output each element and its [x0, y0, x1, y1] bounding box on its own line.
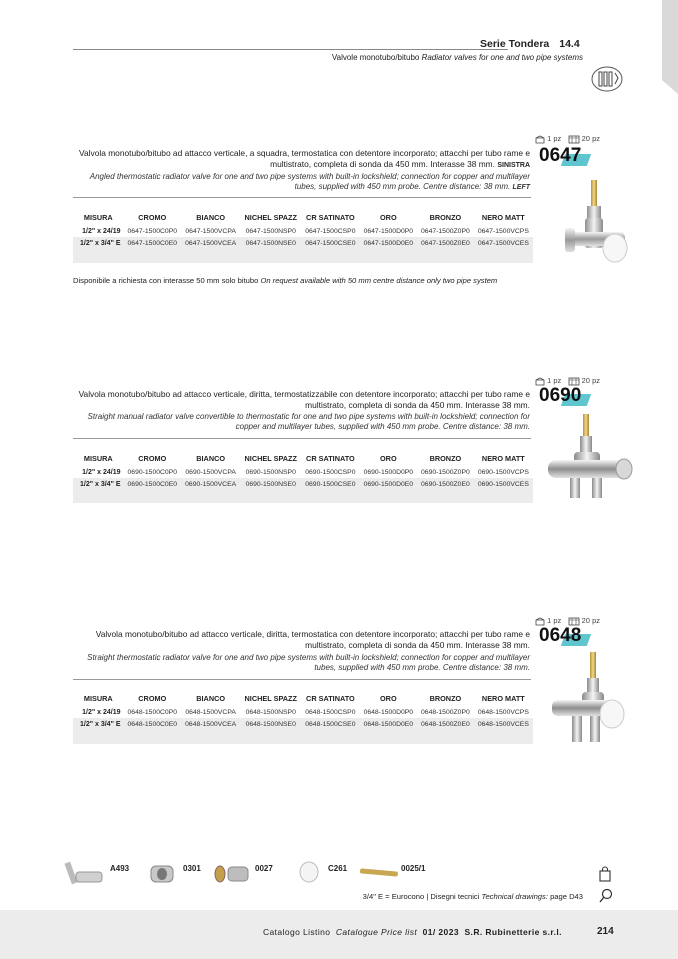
code-cell: 0690-1500C0E0 [124, 478, 182, 490]
spacer-cell [73, 490, 533, 503]
code-cell: 0647-1500VCES [474, 237, 533, 249]
footnote-en: Technical drawings: [481, 892, 548, 901]
description-it: Valvola monotubo/bitubo ad attacco verticale, diritta, termostatica con detentore incorporato; attacchi per tubo rame e multistrato, completa di sonda da 450 mm. Interasse 38 mm. [95, 629, 530, 650]
code-cell: 0648-1500CSP0 [305, 708, 356, 716]
code-cell: 0647-1500NSP0 [245, 227, 296, 235]
code-cell: 0648-1500C0P0 [127, 708, 178, 716]
table-header-row [73, 691, 533, 706]
page-corner-tab [662, 0, 678, 80]
drawings-note [310, 892, 583, 901]
single-box-icon [535, 135, 545, 144]
code-cell: 0690-1500D0E0 [360, 478, 418, 490]
pack-single: 1 pz [547, 134, 562, 143]
col-header: BIANCO [196, 213, 226, 222]
footer-date: 01/ 2023 [422, 927, 459, 937]
footer-label-en: Catalogue Price list [335, 927, 418, 937]
col-header: CROMO [138, 213, 167, 222]
separator-line [73, 679, 531, 680]
code-cell: 0648-1500VCPS [477, 708, 529, 716]
section-number: 14.4 [559, 38, 580, 50]
col-header: MISURA [83, 213, 113, 222]
code-cell: 0647-1500C0P0 [127, 227, 178, 235]
description-en: Straight manual radiator valve convertible to thermostatic for one and two pipe systems with built-in lockshield; connection for copper and multilayer tubes, supplied with 450 mm probe. Centre distance: 38 mm. [87, 412, 530, 431]
col-header: NICHEL SPAZZ [244, 454, 297, 463]
pack-carton: 20 pz [581, 616, 600, 625]
code-cell: 0648-1500VCEA [181, 718, 240, 730]
description-en: Straight thermostatic radiator valve for one and two pipe systems with built-in lockshield; connection for copper and multilayer tubes, supplied with 450 mm probe. Centre distance: 38 mm. [87, 653, 530, 672]
description-en-text: Angled thermostatic radiator valve for one and two pipe systems with built-in lockshield; connection for copper and multilayer tubes, supplied with 450 mm probe. Centre distance: 38 mm. [89, 172, 530, 191]
code-cell: 0647-1500D0P0 [363, 227, 414, 235]
separator-line [73, 197, 531, 198]
product-code: 0690 [539, 385, 582, 406]
col-header: BRONZO [429, 213, 462, 222]
size-cell: 1/2" x 3/4" E [73, 237, 124, 249]
size-cell: 1/2" x 24/19 [82, 227, 121, 235]
col-header: CR SATINATO [306, 454, 355, 463]
table-header-row [73, 451, 533, 466]
col-header: BIANCO [196, 454, 226, 463]
subtitle-en: Radiator valves for one and two pipe systems [421, 53, 583, 62]
code-cell: 0648-1500Z0P0 [421, 708, 470, 716]
table-spacer-row [73, 249, 533, 263]
col-header: NICHEL SPAZZ [244, 213, 297, 222]
accessory-0025-1-image [358, 866, 400, 880]
product-code: 0647 [539, 145, 582, 166]
accessory-code: A493 [110, 864, 130, 873]
size-cell: 1/2" x 3/4" E [73, 478, 124, 490]
description-it-text: Valvola monotubo/bitubo ad attacco verticale, a squadra, termostatica con detentore incorporato; attacchi per tubo rame e multistrato, completa di sonda da 450 mm. Interasse 38 mm. [79, 148, 530, 169]
series-title [480, 38, 620, 50]
footer-catalogue-info [263, 927, 562, 937]
code-cell: 0647-1500CSP0 [305, 227, 356, 235]
subtitle-it: Valvole monotubo/bitubo [331, 53, 420, 62]
col-header: MISURA [83, 694, 113, 703]
code-cell: 0648-1500D0P0 [363, 708, 414, 716]
accessory-code: 0301 [183, 864, 201, 873]
code-cell: 0648-1500VCES [474, 718, 533, 730]
table-row [73, 478, 533, 490]
code-cell: 0690-1500Z0P0 [421, 468, 470, 476]
table-spacer-row [73, 490, 533, 503]
table-spacer-row [73, 730, 533, 744]
accessory-A493-image [64, 858, 104, 890]
table-row [73, 237, 533, 249]
product-code: 0648 [539, 625, 582, 646]
spacer-cell [73, 730, 533, 744]
code-cell: 0690-1500VCPA [185, 468, 236, 476]
price-table [73, 210, 533, 263]
accessory-code: 0025/1 [401, 864, 426, 873]
footnote-page-link[interactable]: page D43 [550, 892, 583, 901]
accessory-0301-image [148, 862, 176, 886]
code-cell: 0648-1500C0E0 [124, 718, 182, 730]
col-header: ORO [380, 213, 397, 222]
accessory-0027-image [212, 862, 252, 886]
code-cell: 0647-1500VCEA [181, 237, 240, 249]
spacer-cell [73, 249, 533, 263]
note-it: Disponibile a richiesta con interasse 50 mm solo bitubo [73, 276, 259, 285]
code-cell: 0648-1500VCPA [185, 708, 236, 716]
shopping-bag-icon[interactable] [598, 866, 612, 882]
accessory-C261-image [296, 860, 322, 886]
code-cell: 0648-1500NSE0 [240, 718, 301, 730]
header-rule [73, 49, 508, 50]
col-header: ORO [380, 694, 397, 703]
col-header: BIANCO [196, 694, 226, 703]
pack-carton: 20 pz [581, 376, 600, 385]
radiator-icon [590, 64, 624, 94]
description-it: Valvola monotubo/bitubo ad attacco verticale, diritta, termostatizzabile con detentore incorporato; attacchi per tubo rame e multistrato, completa di sonda da 450 mm. Interasse 38 mm. [78, 389, 530, 410]
col-header: NERO MATT [481, 213, 525, 222]
code-cell: 0648-1500CSE0 [301, 718, 359, 730]
pack-single: 1 pz [547, 616, 562, 625]
price-table [73, 691, 533, 744]
table-row [73, 466, 533, 478]
side-label-en: LEFT [512, 184, 530, 191]
code-cell: 0690-1500CSE0 [301, 478, 359, 490]
code-cell: 0647-1500Z0E0 [417, 237, 474, 249]
valve-0690-image [546, 414, 636, 514]
footer-company: S.R. Rubinetterie s.r.l. [464, 927, 562, 937]
size-cell: 1/2" x 24/19 [82, 708, 121, 716]
page-number: 214 [597, 926, 614, 937]
accessory-code: C261 [328, 864, 348, 873]
code-cell: 0690-1500Z0E0 [417, 478, 474, 490]
code-cell: 0647-1500CSE0 [301, 237, 359, 249]
price-table [73, 451, 533, 503]
packaging-info [458, 134, 600, 144]
separator-line [73, 438, 531, 439]
code-cell: 0647-1500D0E0 [360, 237, 418, 249]
pack-single: 1 pz [547, 376, 562, 385]
size-cell: 1/2" x 3/4" E [73, 718, 124, 730]
col-header: ORO [380, 454, 397, 463]
note-en: On request available with 50 mm centre distance only two pipe system [260, 276, 498, 285]
col-header: CR SATINATO [306, 213, 355, 222]
code-cell: 0647-1500C0E0 [124, 237, 182, 249]
code-cell: 0690-1500CSP0 [305, 468, 356, 476]
table-header-row [73, 210, 533, 225]
col-header: CR SATINATO [306, 694, 355, 703]
code-cell: 0690-1500NSP0 [245, 468, 296, 476]
search-icon[interactable] [598, 888, 614, 904]
code-cell: 0648-1500D0E0 [360, 718, 418, 730]
availability-note [73, 276, 497, 285]
col-header: CROMO [138, 694, 167, 703]
code-cell: 0647-1500VCPA [185, 227, 236, 235]
col-header: NERO MATT [481, 454, 525, 463]
code-cell: 0690-1500C0P0 [127, 468, 178, 476]
code-cell: 0647-1500VCPS [477, 227, 529, 235]
table-row [73, 718, 533, 730]
col-header: BRONZO [429, 454, 462, 463]
col-header: NERO MATT [481, 694, 525, 703]
col-header: CROMO [138, 454, 167, 463]
accessory-code: 0027 [255, 864, 273, 873]
footer-label-it: Catalogo Listino [263, 927, 331, 937]
code-cell: 0690-1500VCPS [477, 468, 529, 476]
description-en [73, 172, 530, 193]
section-subtitle [240, 53, 583, 62]
code-cell: 0690-1500VCES [474, 478, 533, 490]
code-cell: 0648-1500Z0E0 [417, 718, 474, 730]
table-row [73, 225, 533, 237]
size-cell: 1/2" x 24/19 [82, 468, 121, 476]
code-cell: 0690-1500D0P0 [363, 468, 414, 476]
footnote-prefix: 3/4" E = Eurocono | Disegni tecnici [362, 892, 480, 901]
series-name: Serie Tondera [480, 38, 550, 50]
code-cell: 0647-1500NSE0 [240, 237, 301, 249]
side-label-it: SINISTRA [497, 161, 530, 169]
carton-box-icon [568, 135, 580, 144]
code-cell: 0648-1500NSP0 [245, 708, 296, 716]
col-header: MISURA [83, 454, 113, 463]
code-cell: 0647-1500Z0P0 [421, 227, 470, 235]
valve-0647-image [563, 180, 633, 280]
table-row [73, 706, 533, 718]
description-it [73, 148, 530, 171]
col-header: BRONZO [429, 694, 462, 703]
code-cell: 0690-1500NSE0 [240, 478, 301, 490]
code-cell: 0690-1500VCEA [181, 478, 240, 490]
pack-carton: 20 pz [581, 134, 600, 143]
col-header: NICHEL SPAZZ [244, 694, 297, 703]
valve-0648-image [546, 652, 636, 762]
